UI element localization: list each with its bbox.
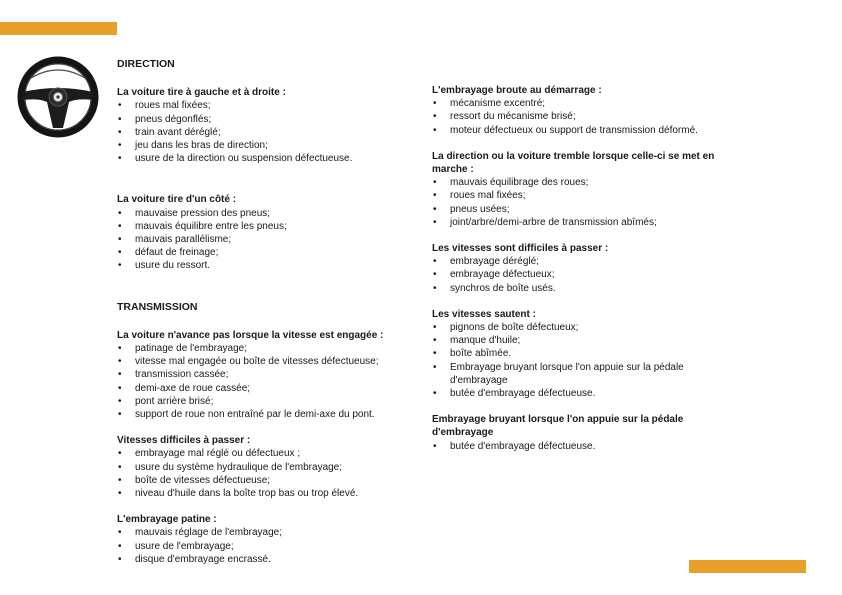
list-item: • roues mal fixées; — [432, 189, 732, 202]
list-item: • mauvais réglage de l'embrayage; — [117, 526, 417, 539]
list-item: • usure de l'embrayage; — [117, 540, 417, 553]
list-item: • Embrayage bruyant lorsque l'on appuie sur la pédale d'embrayage — [432, 361, 715, 387]
list-item: • défaut de freinage; — [117, 246, 417, 259]
list-item: • synchros de boîte usés. — [432, 282, 732, 295]
list-item: • mécanisme excentré; — [432, 97, 732, 110]
list-item: • niveau d'huile dans la boîte trop bas ou trop élevé. — [117, 487, 417, 500]
symptom-group — [117, 329, 417, 421]
steering-wheel-icon — [17, 56, 99, 138]
cause-list — [117, 207, 417, 273]
left-column — [117, 58, 417, 566]
cause-list — [432, 97, 732, 137]
cause-list — [432, 176, 732, 229]
symptom-group — [117, 193, 417, 272]
list-item: • usure du ressort. — [117, 259, 417, 272]
list-item: • patinage de l'embrayage; — [117, 342, 417, 355]
list-item: • mauvais parallélisme; — [117, 233, 417, 246]
list-item: • ressort du mécanisme brisé; — [432, 110, 732, 123]
list-item: • mauvaise pression des pneus; — [117, 207, 417, 220]
symptom-group — [432, 84, 732, 137]
list-item: • pignons de boîte défectueux; — [432, 321, 732, 334]
list-item: • jeu dans les bras de direction; — [117, 139, 417, 152]
section-title: TRANSMISSION — [117, 300, 198, 313]
list-item: • pont arrière brisé; — [117, 395, 417, 408]
list-item: • embrayage déréglé; — [432, 255, 732, 268]
list-item: • moteur défectueux ou support de transmission déformé. — [432, 124, 732, 137]
symptom-heading: L'embrayage patine : — [117, 514, 217, 526]
symptom-heading: La voiture n'avance pas lorsque la vitesse est engagée : — [117, 329, 384, 341]
list-item: • vitesse mal engagée ou boîte de vitesses défectueuse; — [117, 355, 417, 368]
list-item: • butée d'embrayage défectueuse. — [432, 387, 732, 400]
list-item: • roues mal fixées; — [117, 99, 417, 112]
section-title: DIRECTION — [117, 58, 175, 70]
list-item: • boîte abîmée. — [432, 347, 732, 360]
cause-list — [117, 99, 417, 165]
symptom-group — [432, 413, 732, 453]
symptom-heading: Les vitesses sautent : — [432, 308, 536, 320]
symptom-heading: La voiture tire d'un côté : — [117, 194, 237, 206]
symptom-heading: La direction ou la voiture tremble lorsque celle-ci se met en marche : — [432, 150, 715, 176]
list-item: • train avant déréglé; — [117, 126, 417, 139]
list-item: • mauvais équilibrage des roues; — [432, 176, 732, 189]
list-item: • butée d'embrayage défectueuse. — [432, 440, 732, 453]
cause-list — [432, 321, 732, 400]
symptom-heading: Embrayage bruyant lorsque l'on appuie sur la pédale d'embrayage — [432, 414, 684, 439]
right-column — [432, 84, 732, 453]
symptom-heading: Les vitesses sont difficiles à passer : — [432, 243, 609, 255]
cause-list — [432, 440, 732, 453]
list-item: • manque d'huile; — [432, 334, 732, 347]
symptom-group — [117, 86, 417, 165]
symptom-group — [117, 434, 417, 500]
symptom-group — [117, 513, 417, 566]
symptom-group — [432, 150, 732, 229]
symptom-group — [432, 242, 732, 295]
list-item: • usure de la direction ou suspension défectueuse. — [117, 152, 417, 165]
cause-list — [117, 342, 417, 421]
accent-bar-bottom — [689, 560, 806, 573]
list-item: • embrayage défectueux; — [432, 268, 732, 281]
accent-bar-top — [0, 22, 117, 35]
symptom-group — [432, 308, 732, 400]
list-item: • boîte de vitesses défectueuse; — [117, 474, 417, 487]
list-item: • embrayage mal réglé ou défectueux ; — [117, 447, 417, 460]
section-direction — [117, 58, 417, 273]
section-transmission — [117, 301, 417, 566]
list-item: • transmission cassée; — [117, 368, 417, 381]
symptom-heading: Vitesses difficiles à passer : — [117, 435, 251, 447]
cause-list — [117, 526, 417, 566]
list-item: • disque d'embrayage encrassé. — [117, 553, 417, 566]
list-item: • usure du système hydraulique de l'embrayage; — [117, 461, 417, 474]
symptom-heading: L'embrayage broute au démarrage : — [432, 85, 602, 96]
list-item: • mauvais équilibre entre les pneus; — [117, 220, 417, 233]
cause-list — [432, 255, 732, 295]
list-item: • joint/arbre/demi-arbre de transmission abîmés; — [432, 216, 732, 229]
symptom-heading: La voiture tire à gauche et à droite : — [117, 87, 286, 99]
list-item: • demi-axe de roue cassée; — [117, 382, 417, 395]
list-item: • pneus dégonflés; — [117, 113, 417, 126]
list-item: • pneus usées; — [432, 203, 732, 216]
list-item: • support de roue non entraîné par le demi-axe du pont. — [117, 408, 417, 421]
cause-list — [117, 447, 417, 500]
